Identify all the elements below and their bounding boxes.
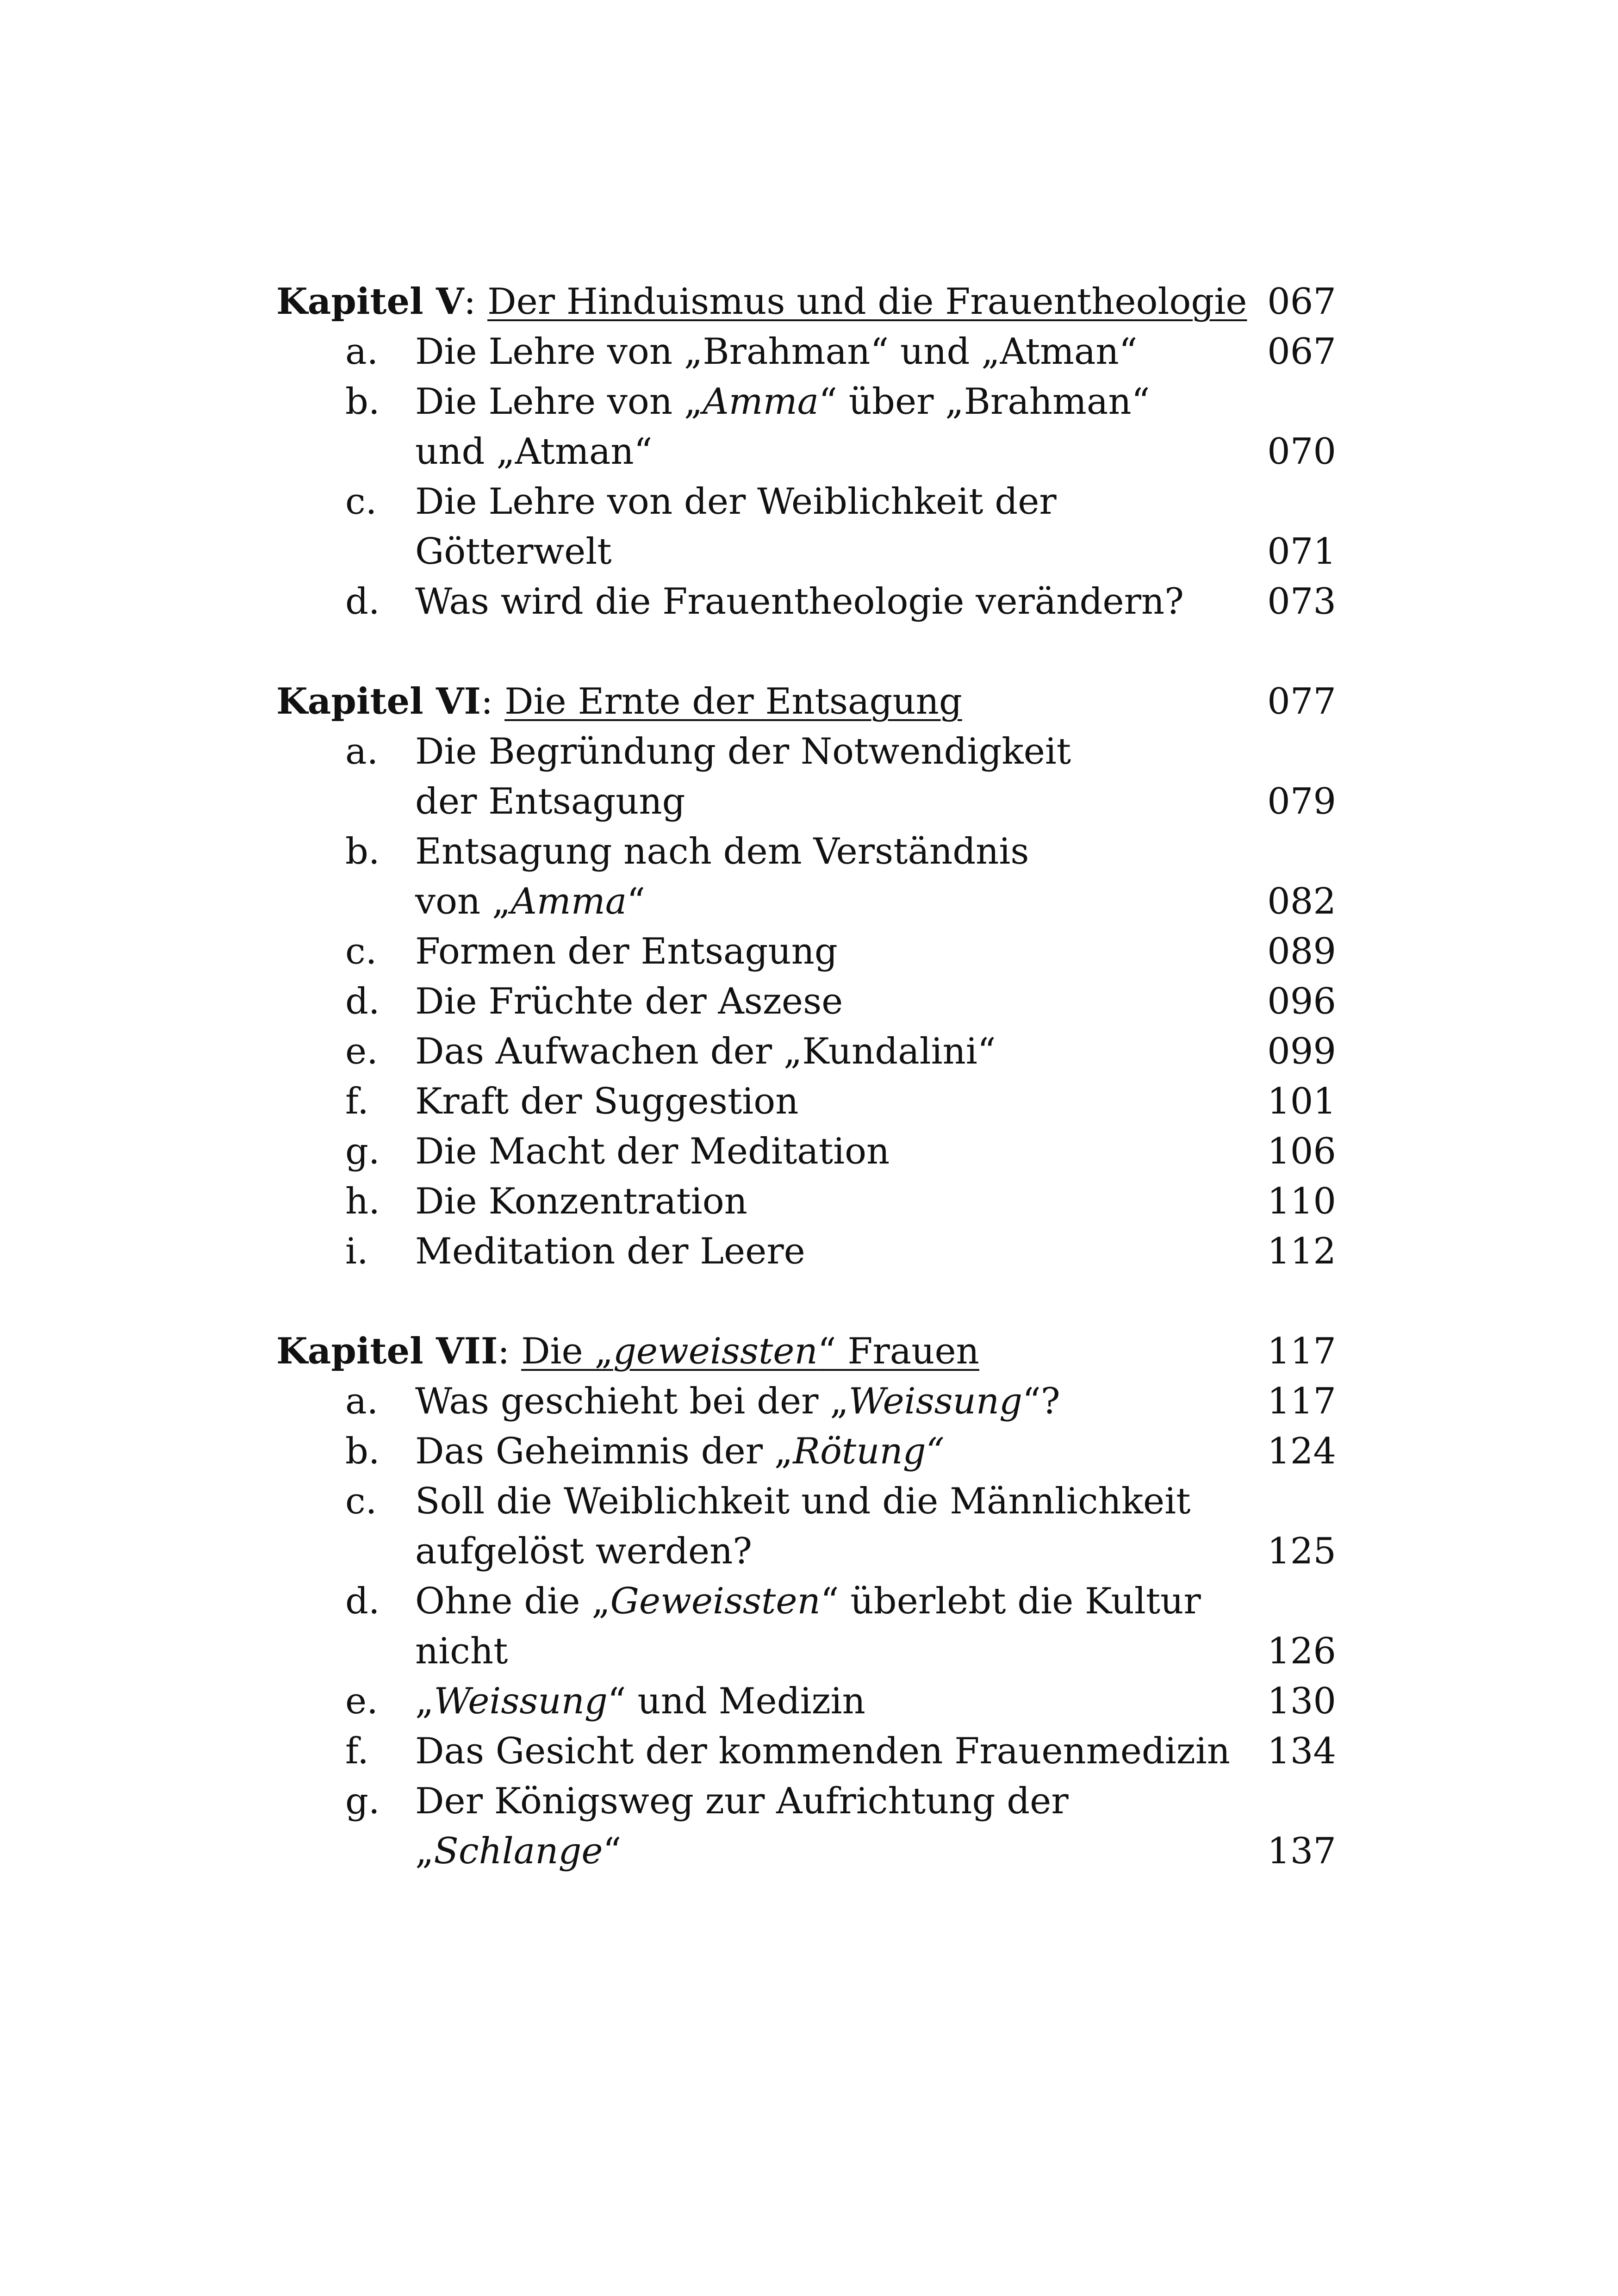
entry-title-part: Das Geheimnis der „ [415, 1431, 793, 1472]
entry-letter: h. [345, 1181, 380, 1222]
entry-title [415, 327, 1138, 377]
entry-page-number: 112 [1267, 1231, 1336, 1272]
entry-title [415, 877, 645, 927]
entry-letter: b. [345, 831, 380, 872]
entry-letter: e. [345, 1031, 378, 1072]
entry-page-number: 073 [1267, 581, 1336, 622]
entry-title [415, 1226, 805, 1276]
entry-title [415, 1526, 752, 1576]
entry-title [415, 1626, 508, 1676]
entry-title-part: „ [415, 1830, 434, 1872]
chapter-title-underline [521, 1331, 979, 1372]
entry-title [415, 527, 612, 577]
entry-page-number: 070 [1267, 431, 1336, 473]
entry-page-number: 125 [1267, 1531, 1336, 1572]
entry-title-part: Entsagung nach dem Verständnis [415, 831, 1029, 872]
entry-title [415, 727, 1071, 777]
toc-entry-row [276, 377, 1336, 427]
toc-entry-row [276, 327, 1336, 377]
chapter-label: Kapitel V [276, 280, 464, 323]
entry-page-number: 099 [1267, 1031, 1336, 1072]
entry-title-part: “? [1022, 1381, 1060, 1422]
chapter-title-underline [487, 281, 1247, 323]
entry-title-part: “ und Medizin [607, 1680, 865, 1722]
toc-entry-row [276, 1426, 1336, 1476]
toc-entry-row [276, 927, 1336, 977]
entry-title-part: Geweissten [610, 1580, 821, 1622]
entry-title-part: Amma [510, 881, 627, 922]
entry-title-part: Die Konzentration [415, 1181, 747, 1222]
entry-title-part: Was wird die Frauentheologie verändern? [415, 581, 1184, 622]
entry-page-number: 082 [1267, 881, 1336, 922]
chapter-title-part: Die „ [521, 1331, 613, 1372]
entry-title-part: Amma [703, 381, 819, 423]
entry-title-part: Die Lehre von der Weiblichkeit der [415, 481, 1057, 523]
entry-letter: b. [345, 1431, 380, 1472]
toc-entry-row [276, 977, 1336, 1027]
chapter-title-wrap: : Die Ernte der Entsagung [481, 681, 962, 722]
entry-letter: f. [345, 1730, 369, 1772]
entry-title [415, 1676, 865, 1726]
entry-title-part: Schlange [434, 1830, 603, 1872]
entry-page-number: 110 [1267, 1181, 1336, 1222]
entry-title-part: Die Begründung der Notwendigkeit [415, 731, 1071, 772]
chapter-title-wrap: : Der Hinduismus und die Frauentheologie [464, 281, 1247, 323]
table-of-contents [276, 277, 1336, 1876]
chapter-title-part: geweissten [613, 1331, 818, 1372]
entry-title-part: Soll die Weiblichkeit und die Männlichkeit [415, 1481, 1191, 1522]
entry-title [415, 927, 838, 977]
chapter-page-number: 117 [1267, 1331, 1336, 1372]
entry-letter: d. [345, 581, 380, 622]
entry-letter: b. [345, 381, 380, 423]
entry-letter: i. [345, 1231, 368, 1272]
entry-title [415, 1076, 798, 1126]
entry-title-part: Formen der Entsagung [415, 931, 838, 972]
entry-title-part: “ [603, 1830, 622, 1872]
entry-page-number: 134 [1267, 1730, 1336, 1772]
entry-title-part: und „Atman“ [415, 431, 653, 473]
toc-entry-row [276, 1826, 1336, 1876]
toc-entry-row [276, 827, 1336, 877]
entry-page-number: 124 [1267, 1431, 1336, 1472]
toc-entry-row [276, 727, 1336, 777]
entry-page-number: 101 [1267, 1081, 1336, 1122]
toc-entry-row [276, 1226, 1336, 1276]
toc-entry-row [276, 777, 1336, 827]
entry-page-number: 096 [1267, 981, 1336, 1022]
entry-title-part: “ [627, 881, 646, 922]
entry-title [415, 1126, 890, 1176]
chapter-page-number: 077 [1267, 681, 1336, 722]
entry-title-part: Das Gesicht der kommenden Frauenmedizin [415, 1730, 1231, 1772]
toc-entry-row [276, 1076, 1336, 1126]
toc-entry-row [276, 1626, 1336, 1676]
entry-letter: c. [345, 1481, 377, 1522]
entry-title [415, 477, 1057, 527]
entry-letter: a. [345, 331, 379, 373]
entry-title [415, 1726, 1230, 1776]
entry-title-part: “ überlebt die Kultur [820, 1580, 1201, 1622]
entry-title-part: Götterwelt [415, 531, 612, 572]
entry-page-number: 079 [1267, 781, 1336, 822]
entry-title-part: Weissung [848, 1381, 1023, 1422]
entry-title [415, 427, 652, 477]
toc-entry-row [276, 1027, 1336, 1076]
entry-title-part: der Entsagung [415, 781, 685, 822]
entry-title-part: Die Lehre von „ [415, 381, 703, 423]
entry-title-part: „ [415, 1680, 434, 1722]
chapter-page-number: 067 [1267, 281, 1336, 323]
chapter-title [521, 1331, 979, 1372]
chapter-label: Kapitel VII [276, 1330, 498, 1372]
toc-entry-row [276, 1576, 1336, 1626]
entry-page-number: 106 [1267, 1131, 1336, 1172]
entry-title-part: von „ [415, 881, 511, 922]
entry-title [415, 777, 685, 827]
chapter-title [487, 281, 1247, 323]
entry-letter: d. [345, 1580, 380, 1622]
entry-title-part: Was geschieht bei der „ [415, 1381, 849, 1422]
entry-title-part: Meditation der Leere [415, 1231, 805, 1272]
entry-page-number: 126 [1267, 1630, 1336, 1672]
entry-title [415, 1176, 747, 1226]
toc-entry-row [276, 1126, 1336, 1176]
entry-title-part: “ über „Brahman“ [819, 381, 1150, 423]
chapter-label: Kapitel VI [276, 680, 481, 722]
toc-entry-row [276, 877, 1336, 927]
entry-title [415, 1426, 945, 1476]
entry-page-number: 117 [1267, 1381, 1336, 1422]
entry-title-part: Der Königsweg zur Aufrichtung der [415, 1780, 1069, 1822]
entry-letter: d. [345, 981, 380, 1022]
entry-letter: a. [345, 1381, 379, 1422]
chapter-title-part: Die Ernte der Entsagung [504, 681, 962, 722]
entry-page-number: 089 [1267, 931, 1336, 972]
entry-letter: c. [345, 931, 377, 972]
chapter-title [504, 681, 962, 722]
entry-title [415, 1576, 1201, 1626]
entry-title-part: Die Lehre von „Brahman“ und „Atman“ [415, 331, 1138, 373]
entry-page-number: 067 [1267, 331, 1336, 373]
toc-entry-row [276, 577, 1336, 627]
entry-title [415, 1776, 1069, 1826]
toc-entry-row [276, 1726, 1336, 1776]
entry-title-part: Weissung [434, 1680, 608, 1722]
entry-title [415, 827, 1029, 877]
entry-title [415, 1476, 1190, 1526]
entry-page-number: 130 [1267, 1680, 1336, 1722]
entry-title-part: nicht [415, 1630, 508, 1672]
chapter-title-part: “ Frauen [817, 1331, 979, 1372]
toc-entry-row [276, 527, 1336, 577]
toc-entry-row [276, 1526, 1336, 1576]
chapter-title-part: Der Hinduismus und die Frauentheologie [487, 281, 1247, 323]
chapter-spacer [276, 627, 1336, 677]
entry-title-part: aufgelöst werden? [415, 1531, 753, 1572]
toc-entry-row [276, 1776, 1336, 1826]
toc-entry-row [276, 477, 1336, 527]
entry-title [415, 577, 1184, 627]
entry-title-part: Das Aufwachen der „Kundalini“ [415, 1031, 996, 1072]
toc-entry-row [276, 1676, 1336, 1726]
toc-entry-row [276, 1176, 1336, 1226]
entry-title [415, 1826, 621, 1876]
chapter-heading-row [276, 277, 1336, 327]
chapter-heading-row [276, 1326, 1336, 1376]
toc-entry-row [276, 427, 1336, 477]
entry-letter: g. [345, 1780, 380, 1822]
toc-entry-row [276, 1476, 1336, 1526]
chapter-title-wrap: : Die „geweissten“ Frauen [498, 1331, 979, 1372]
entry-title [415, 1376, 1060, 1426]
entry-title-part: Rötung“ [793, 1431, 945, 1472]
chapter-spacer [276, 1276, 1336, 1326]
chapter-title-underline [504, 681, 962, 722]
chapter-heading-row [276, 677, 1336, 727]
entry-letter: f. [345, 1081, 369, 1122]
entry-title [415, 377, 1150, 427]
entry-letter: c. [345, 481, 377, 523]
entry-title [415, 1027, 996, 1076]
entry-page-number: 137 [1267, 1830, 1336, 1872]
entry-letter: e. [345, 1680, 378, 1722]
entry-title-part: Ohne die „ [415, 1580, 610, 1622]
toc-entry-row [276, 1376, 1336, 1426]
entry-page-number: 071 [1267, 531, 1336, 572]
entry-title-part: Die Früchte der Aszese [415, 981, 843, 1022]
entry-title-part: Kraft der Suggestion [415, 1081, 799, 1122]
entry-title [415, 977, 843, 1027]
entry-letter: a. [345, 731, 379, 772]
entry-title-part: Die Macht der Meditation [415, 1131, 890, 1172]
entry-letter: g. [345, 1131, 380, 1172]
